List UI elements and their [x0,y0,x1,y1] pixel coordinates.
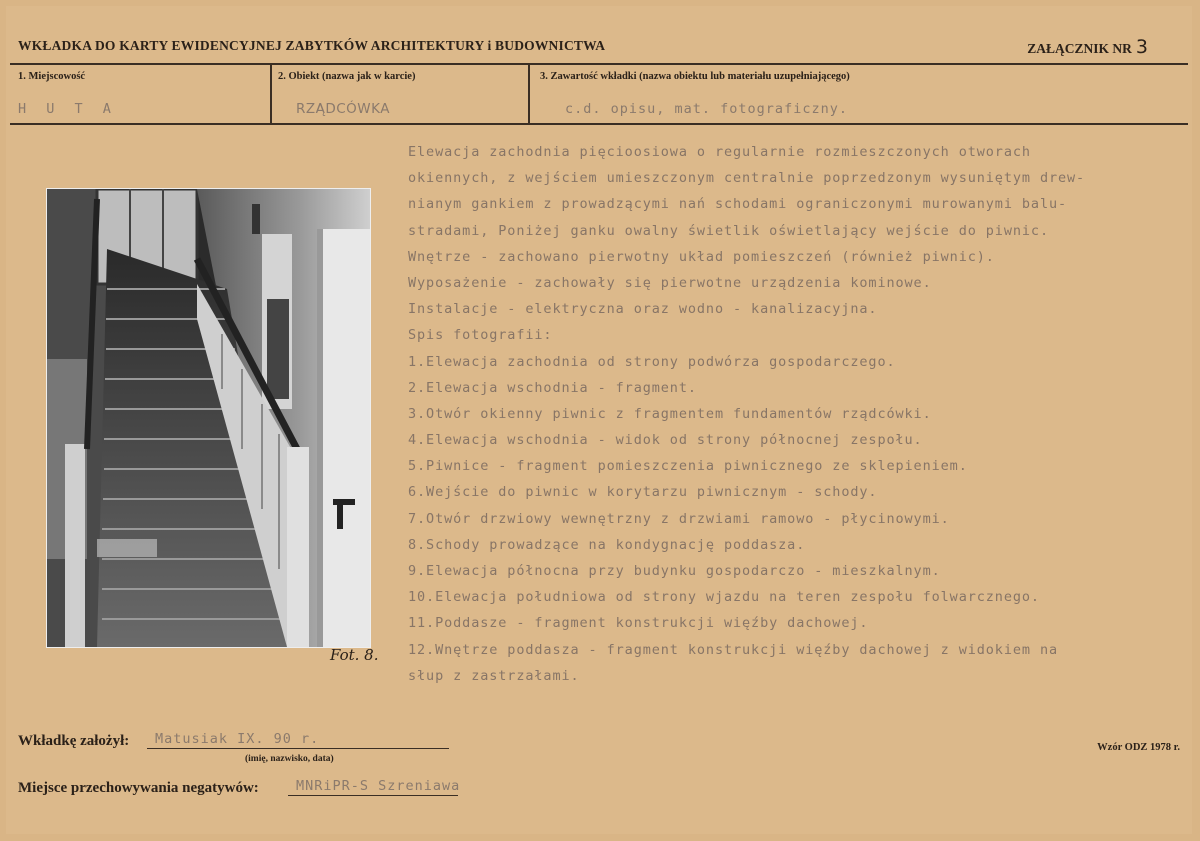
object-label: 2. Obiekt (nazwa jak w karcie) [278,71,416,82]
photo-list-item: 9.Elewacja północna przy budynku gospodarczo - mieszkalnym. [408,563,941,579]
attachment-number [1027,36,1148,58]
photo-list-heading: Spis fotografii: [408,327,553,344]
description-line: Instalacje - elektryczna oraz wodno - kanalizacyjna. [408,301,878,318]
form-code: Wzór ODZ 1978 r. [1097,742,1180,753]
negatives-label: Miejsce przechowywania negatywów: [18,780,259,796]
photo-list-item: 12.Wnętrze poddasza - fragment konstrukcji więźby dachowej z widokiem na [408,641,1058,658]
attachment-number-value: 3 [1135,36,1148,58]
locality-value: H U T A [18,101,117,117]
photo-list-item: 8.Schody prowadzące na kondygnację poddasza. [408,536,806,553]
staircase-photo [46,188,371,648]
photo-list-item: 3.Otwór okienny piwnic z fragmentem fundamentów rządcówki. [408,405,932,422]
field-divider-2 [528,63,530,124]
locality-label: 1. Miejscowość [18,71,86,82]
created-by-label: Wkładkę założył: [18,733,130,749]
contents-label: 3. Zawartość wkładki (nazwa obiektu lub materiału uzupełniającego) [540,71,850,82]
photo-list-item: 1.Elewacja zachodnia od strony podwórza gospodarczego. [408,353,896,370]
created-by-note: (imię, nazwisko, data) [245,754,334,764]
object-value: RZĄDCÓWKA [296,101,391,117]
description-line: nianym gankiem z prowadzącymi nań schodami ograniczonymi murowanymi balu- [408,196,1068,213]
field-divider-1 [270,63,272,124]
photo-list-item: 5.Piwnice - fragment pomieszczenia piwnicznego ze sklepieniem. [408,458,968,475]
description-line: okiennych, z wejściem umieszczonym centralnie poprzedzonym wysuniętym drew- [408,170,1086,187]
description-line: Elewacja zachodnia pięcioosiowa o regularnie rozmieszczonych otworach [408,144,1031,160]
negatives-value: MNRiPR-S Szreniawa [296,778,461,794]
description-line: Wyposażenie - zachowały się pierwotne urządzenia kominowe. [408,274,932,291]
attachment-label: ZAŁĄCZNIK NR [1027,41,1132,56]
photo-list-item: 10.Elewacja południowa od strony wjazdu na teren zespołu folwarcznego. [408,589,1040,606]
header-rule-bottom [10,123,1188,125]
photo-list-item: 11.Poddasze - fragment konstrukcji więźby dachowej. [408,615,869,632]
photo-list-item: 2.Elewacja wschodnia - fragment. [408,379,697,396]
form-title: WKŁADKA DO KARTY EWIDENCYJNEJ ZABYTKÓW ARCHITEKTURY i BUDOWNICTWA [18,38,606,53]
photo-caption: Fot. 8. [330,646,379,664]
negatives-underline [288,795,458,796]
photo-list-item: 4.Elewacja wschodnia - widok od strony północnej zespołu. [408,432,923,449]
photo-list-item: 6.Wejście do piwnic w korytarzu piwnicznym - schody. [408,484,878,501]
created-by-underline [147,748,449,749]
header-rule-top [10,63,1188,65]
description-text [408,139,1148,689]
contents-value: c.d. opisu, mat. fotograficzny. [565,101,848,117]
photo-list-item: 7.Otwór drzwiowy wewnętrzny z drzwiami ramowo - płycinowymi. [408,510,950,527]
created-by-value: Matusiak IX. 90 r. [155,731,320,747]
photo-list-item: słup z zastrzałami. [408,667,580,684]
description-line: stradami, Poniżej ganku owalny świetlik oświetlający wejście do piwnic. [408,222,1049,239]
description-line: Wnętrze - zachowano pierwotny układ pomieszczeń (również piwnic). [408,248,995,265]
